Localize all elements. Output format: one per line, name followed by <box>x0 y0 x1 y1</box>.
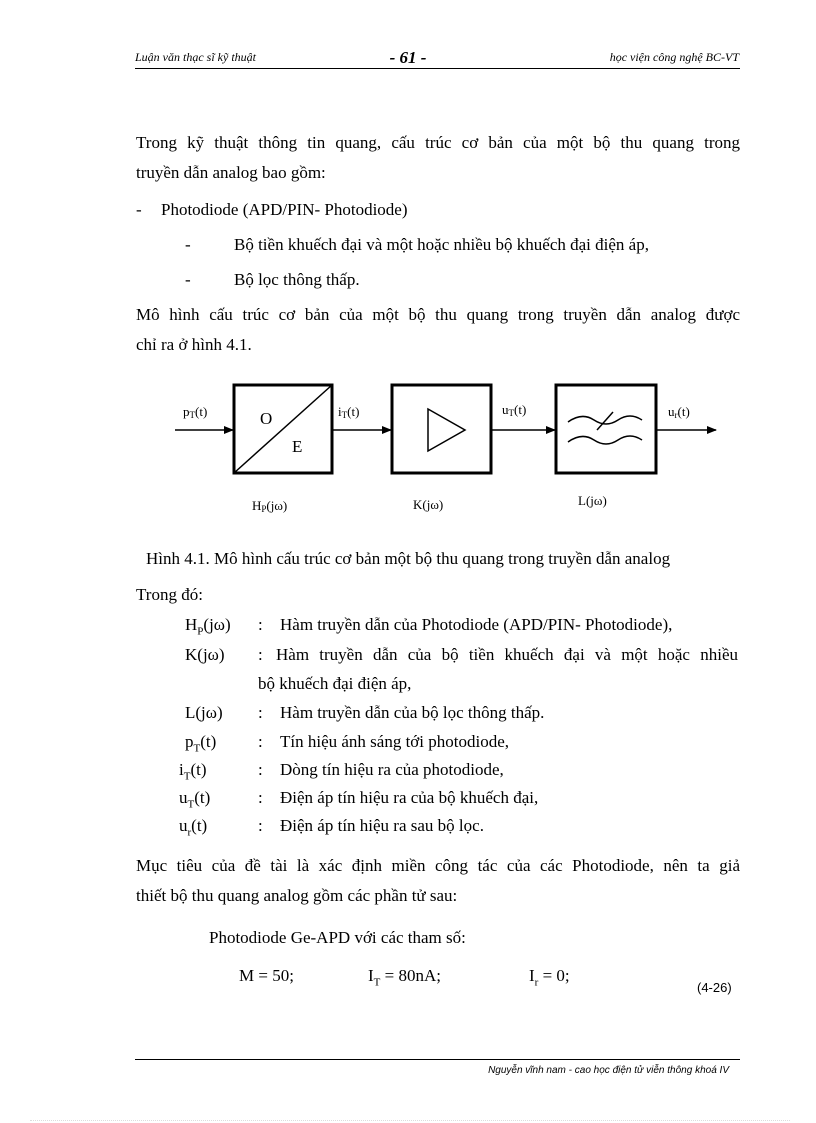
output-signal-sub: r <box>674 410 678 420</box>
output-signal-main: u <box>668 404 675 419</box>
goal-line-2: thiết bộ thu quang analog gồm các phần tử sau: <box>136 886 458 905</box>
input-signal-tail: (t) <box>195 404 208 419</box>
figure-caption: Hình 4.1. Mô hình cấu trúc cơ bản một bộ thu quang trong truyền dẫn analog <box>146 549 671 568</box>
def-symbol-uT <box>179 788 210 810</box>
oe-o-label: O <box>260 409 273 428</box>
hp-label <box>252 498 287 514</box>
intro-line-2: truyền dẫn analog bao gồm: <box>136 163 326 182</box>
uT-signal-sub: T <box>508 408 514 418</box>
footer-rule <box>135 1059 740 1060</box>
model-intro-line-1: Mô hình cấu trúc cơ bản của một bộ thu quang trong truyền dẫn analog được <box>136 305 740 324</box>
param-it-sub: T <box>373 976 381 989</box>
def-desc-uT: Điện áp tín hiệu ra của bộ khuếch đại, <box>280 788 539 807</box>
def-symbol-pT <box>185 732 216 754</box>
iT-signal-tail: (t) <box>347 404 360 419</box>
where-label: Trong đó: <box>136 585 203 604</box>
uT-signal-tail: (t) <box>514 402 527 417</box>
l-label: L(jω) <box>578 493 607 508</box>
def-ur-tail: (t) <box>191 816 208 835</box>
def-pT-sub: T <box>193 742 201 755</box>
def-desc-iT: Dòng tín hiệu ra của photodiode, <box>280 760 504 779</box>
bullet-dash-3: - <box>185 270 191 289</box>
def-pT-main: p <box>185 732 194 751</box>
output-signal-label <box>668 404 690 420</box>
param-m: M = 50; <box>239 966 294 985</box>
def-colon-uT: : <box>258 788 263 807</box>
def-desc-k: Hàm truyền dẫn của bộ tiền khuếch đại và một hoặc nhiều <box>276 645 738 664</box>
footer-text: Nguyễn vĩnh nam - cao học điện tử viễn thông khoá IV <box>488 1065 729 1076</box>
def-desc-l: Hàm truyền dẫn của bộ lọc thông thấp. <box>280 703 545 722</box>
iT-signal-sub: T <box>341 410 348 420</box>
equation-number: (4-26) <box>697 980 732 995</box>
uT-signal-main: u <box>502 402 509 417</box>
hp-main: H <box>252 498 262 513</box>
def-hp-sub: P <box>197 625 204 638</box>
def-uT-main: u <box>179 788 188 807</box>
filter-block <box>556 385 656 473</box>
def-desc-ur: Điện áp tín hiệu ra sau bộ lọc. <box>280 816 484 835</box>
bullet-item-1: Photodiode (APD/PIN- Photodiode) <box>161 200 408 219</box>
page-bottom-dots <box>30 1120 790 1121</box>
header-left: Luận văn thạc sĩ kỹ thuật <box>135 50 256 64</box>
input-signal-label <box>183 404 207 420</box>
intro-line-1: Trong kỹ thuật thông tin quang, cấu trúc cơ bản của một bộ thu quang trong <box>136 133 740 152</box>
apd-item-text: Photodiode Ge-APD với các tham số: <box>209 928 466 947</box>
param-it-main: I <box>368 966 374 985</box>
def-colon-pT: : <box>258 732 263 751</box>
def-ur-main: u <box>179 816 188 835</box>
def-iT-main: i <box>179 760 184 779</box>
def-ur-sub: r <box>187 826 192 839</box>
model-intro-line-2: chỉ ra ở hình 4.1. <box>136 335 252 354</box>
bullet-dash-1: - <box>136 200 142 219</box>
def-desc-k-continuation: bộ khuếch đại điện áp, <box>258 674 412 693</box>
output-signal-tail: (t) <box>677 404 690 419</box>
param-ir-sub: r <box>534 976 539 989</box>
def-colon-l: : <box>258 703 263 722</box>
hp-sub: P <box>261 504 267 514</box>
bullet-item-2: Bộ tiền khuếch đại và một hoặc nhiều bộ khuếch đại điện áp, <box>234 235 649 254</box>
amplifier-block <box>392 385 491 473</box>
def-hp-main: H <box>185 615 198 634</box>
input-signal-sub: T <box>189 410 195 420</box>
hp-tail: (jω) <box>266 498 288 513</box>
def-colon-hp: : <box>258 615 263 634</box>
param-it-tail: = 80nA; <box>380 966 441 985</box>
def-colon-iT: : <box>258 760 263 779</box>
def-symbol-k: K(jω) <box>185 645 225 664</box>
bullet-item-3: Bộ lọc thông thấp. <box>234 270 360 289</box>
def-uT-sub: T <box>187 798 195 811</box>
def-colon-k: : <box>258 645 263 664</box>
def-desc-hp: Hàm truyền dẫn của Photodiode (APD/PIN- Photodiode), <box>280 615 673 634</box>
input-signal-main: p <box>183 404 190 419</box>
def-uT-tail: (t) <box>194 788 211 807</box>
bullet-dash-2: - <box>185 235 191 254</box>
header-right: học viện công nghệ BC-VT <box>609 50 739 64</box>
iT-signal-label <box>338 404 359 420</box>
param-ir-tail: = 0; <box>538 966 570 985</box>
goal-line-1: Mục tiêu của đề tài là xác định miền công tác của các Photodiode, nên ta giả <box>136 856 740 875</box>
def-symbol-ur <box>179 816 207 838</box>
oe-e-label: E <box>292 437 303 456</box>
def-symbol-hp <box>185 615 231 637</box>
param-ir <box>529 966 570 988</box>
def-colon-ur: : <box>258 816 263 835</box>
def-iT-sub: T <box>183 770 191 783</box>
page-number: - 61 - <box>389 48 427 67</box>
def-symbol-l: L(jω) <box>185 703 223 722</box>
param-it <box>368 966 441 988</box>
def-pT-tail: (t) <box>200 732 217 751</box>
param-ir-main: I <box>529 966 535 985</box>
block-diagram <box>0 378 816 528</box>
header-rule <box>135 68 740 69</box>
def-iT-tail: (t) <box>190 760 207 779</box>
iT-signal-main: i <box>338 404 342 419</box>
k-label: K(jω) <box>413 497 444 512</box>
def-symbol-iT <box>179 760 207 782</box>
uT-signal-label <box>502 402 526 418</box>
def-hp-tail: (jω) <box>203 615 231 634</box>
def-desc-pT: Tín hiệu ánh sáng tới photodiode, <box>280 732 510 751</box>
